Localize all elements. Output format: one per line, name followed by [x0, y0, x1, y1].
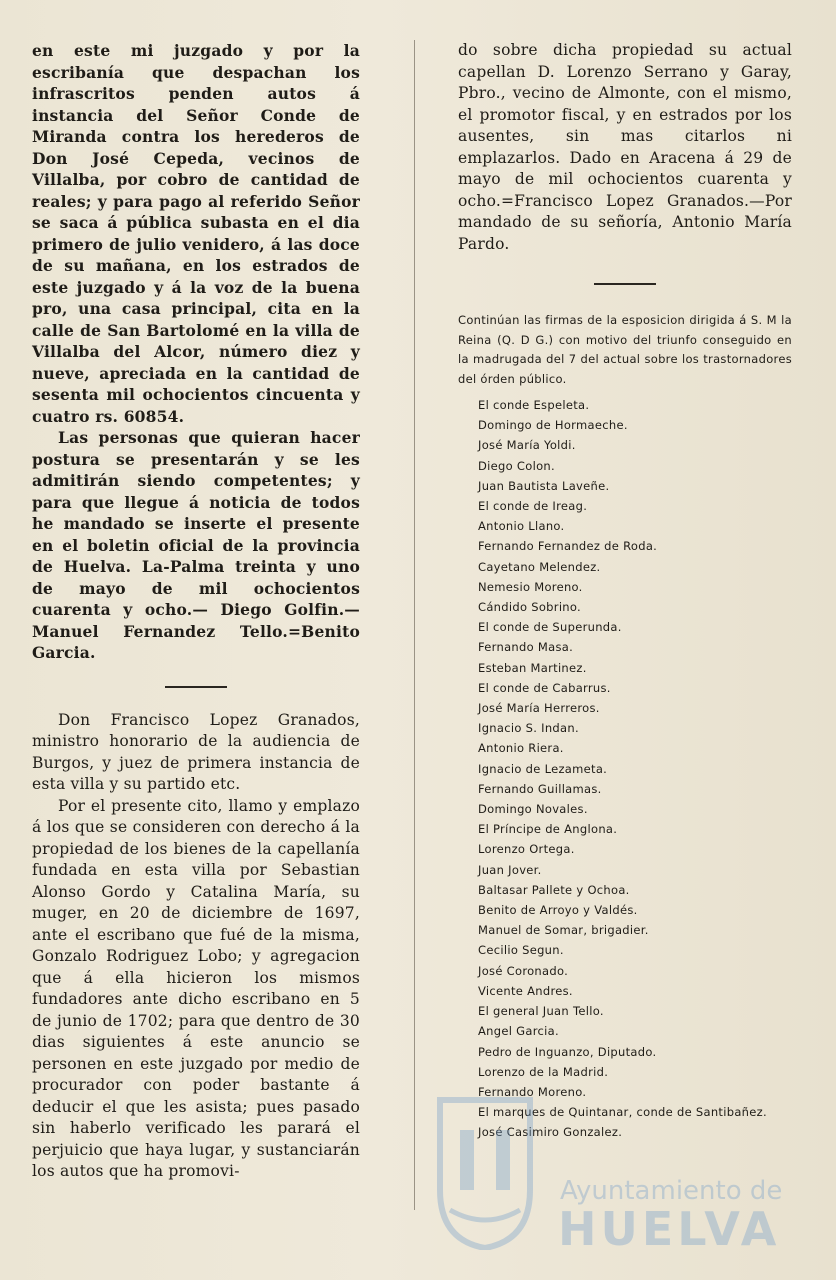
signature-name: El general Juan Tello.	[478, 1004, 604, 1019]
signature-name: Benito de Arroyo y Valdés.	[478, 903, 638, 918]
coat-of-arms-icon	[430, 1080, 540, 1250]
auction-notice-closing: Las personas que quieran hacer postura se presentarán y se les admitirán siendo competentes; y para que llegue á noticia de todos he mandado se inserte el presente en el boletin oficial de la provincia de Huelva. La-Palma treinta y uno de mayo de mil ochocientos cuarenta y ocho.— Diego Golfin.—Manuel Fernandez Tello.=Benito Garcia.	[32, 428, 360, 662]
archive-watermark	[430, 1080, 810, 1260]
signature-name: Lorenzo Ortega.	[478, 842, 575, 857]
signature-name: El Príncipe de Anglona.	[478, 822, 618, 837]
signature-name: Pedro de Inguanzo, Diputado.	[478, 1044, 657, 1059]
signatures-list	[458, 395, 792, 1143]
left-column	[32, 40, 360, 1183]
signature-name: El marques de Quintanar, conde de Santibañez.	[478, 1105, 767, 1120]
auction-notice-text: en este mi juzgado y por la escribanía que despachan los infrascritos penden autos á instancia del Señor Conde de Miranda contra los herederos de Don José Cepeda, vecinos de Villalba, por cobro de cantidad de reales; y para pago al referido Señor se saca á pública subasta en el dia primero de julio venidero, á las doce de su mañana, en los estrados de este juzgado y á la voz de la buena pro, una casa principal, cita en la calle de San Bartolomé en la villa de Villalba del Alcor, número diez y nueve, apreciada en la cantidad de sesenta mil ochocientos cincuenta y cuatro rs. 60854.	[32, 41, 360, 426]
signature-name: El conde de Cabarrus.	[478, 680, 611, 695]
signature-name: Vicente Andres.	[478, 983, 573, 998]
signature-name: Fernando Moreno.	[478, 1084, 587, 1099]
signature-name: Antonio Riera.	[478, 741, 564, 756]
signature-name: El conde de Superunda.	[478, 620, 622, 635]
signature-name: El conde Espeleta.	[478, 398, 590, 412]
signature-name: Antonio Llano.	[478, 519, 565, 534]
signature-name: Nemesio Moreno.	[478, 579, 583, 594]
signature-name: Lorenzo de la Madrid.	[478, 1064, 609, 1079]
summons-heading: Don Francisco Lopez Granados, ministro honorario de la audiencia de Burgos, y juez de primera instancia de esta villa y su partido etc.	[32, 710, 360, 793]
watermark-line2: HUELVA	[558, 1202, 781, 1256]
signature-name: Cecilio Segun.	[478, 943, 564, 958]
signature-name: José Coronado.	[478, 963, 569, 978]
signature-name: Angel Garcia.	[478, 1024, 559, 1039]
signature-name: Cayetano Melendez.	[478, 559, 601, 574]
signature-name: José María Yoldi.	[478, 438, 576, 453]
watermark-line1: Ayuntamiento de	[560, 1176, 783, 1206]
signature-name: Esteban Martinez.	[478, 660, 587, 675]
column-rule	[414, 40, 415, 1210]
signature-name: Fernando Fernandez de Roda.	[478, 539, 658, 554]
signatures-intro: Continúan las firmas de la esposicion dirigida á S. M la Reina (Q. D G.) con motivo del triunfo conseguido en la madrugada del 7 del actual sobre los trastornadores del órden público.	[458, 313, 792, 386]
signature-name: Ignacio S. Indan.	[478, 721, 579, 736]
signature-name: Fernando Masa.	[478, 640, 574, 655]
signature-name: Baltasar Pallete y Ochoa.	[478, 882, 630, 897]
signature-name: José María Herreros.	[478, 701, 600, 716]
signature-name: Cándido Sobrino.	[478, 600, 581, 615]
signature-name: El conde de Ireag.	[478, 499, 588, 514]
section-divider	[594, 283, 656, 285]
signature-name: Diego Colon.	[478, 458, 555, 473]
summons-continuation: do sobre dicha propiedad su actual capellan D. Lorenzo Serrano y Garay, Pbro., vecino de Almonte, con el mismo, el promotor fiscal, y en estrados por los ausentes, sin mas citarlos ni emplazarlos. Dado en Aracena á 29 de mayo de mil ochocientos cuarenta y ocho.=Francisco Lopez Granados.—Por mandado de su señoría, Antonio María Pardo.	[458, 41, 792, 253]
signature-name: José Casimiro Gonzalez.	[478, 1125, 623, 1140]
signature-name: Domingo Novales.	[478, 802, 588, 817]
section-divider	[165, 686, 227, 688]
signature-name: Ignacio de Lezameta.	[478, 761, 608, 776]
signature-name: Juan Jover.	[478, 862, 542, 877]
summons-text: Por el presente cito, llamo y emplazo á los que se consideren con derecho á la propiedad de los bienes de la capellanía fundada en esta villa por Sebastian Alonso Gordo y Catalina María, su muger, en 20 de diciembre de 1697, ante el escribano que fué de la misma, Gonzalo Rodriguez Lobo; y agregacion que á ella hicieron los mismos fundadores ante dicho escribano en 5 de junio de 1702; para que dentro de 30 dias siguientes á este anuncio se personen en este juzgado por medio de procurador con poder bastante á deducir el que les asista; pues pasado sin haberlo verificado les parará el perjuicio que haya lugar, y sustanciarán los autos que ha promovi-	[32, 796, 360, 1180]
right-column	[458, 40, 792, 1143]
signature-name: Manuel de Somar, brigadier.	[478, 923, 649, 938]
signature-name: Fernando Guillamas.	[478, 781, 602, 796]
signature-name: Juan Bautista Laveñe.	[478, 478, 610, 493]
signature-name: Domingo de Hormaeche.	[478, 418, 628, 433]
